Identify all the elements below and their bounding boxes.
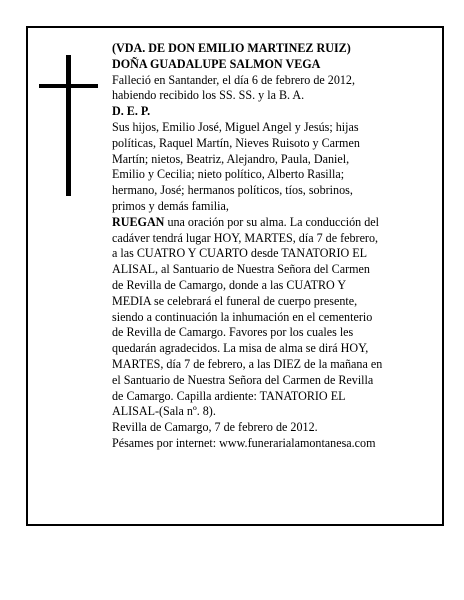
service-line: MEDIA se celebrará el funeral de cuerpo presente, bbox=[112, 293, 358, 308]
service-line: de Revilla de Camargo. Favores por los cuales les bbox=[112, 325, 354, 340]
family-line: primos y demás familia, bbox=[112, 198, 229, 213]
family-line: Martín; nietos, Beatriz, Alejandro, Paula, Daniel, bbox=[112, 151, 350, 166]
family-line: Emilio y Cecilia; nieto político, Alberto Rasilla; bbox=[112, 167, 345, 182]
death-info-line: Falleció en Santander, el día 6 de febrero de 2012, bbox=[112, 72, 355, 87]
obituary-text bbox=[112, 41, 437, 452]
service-line: el Santuario de Nuestra Señora del Carmen de Revilla bbox=[112, 372, 374, 387]
service-line: a las CUATRO Y CUARTO desde TANATORIO EL bbox=[112, 246, 368, 261]
cross-icon-bar bbox=[39, 84, 98, 88]
service-line: ALISAL-(Sala nº. 8). bbox=[112, 404, 216, 419]
service-line: ALISAL, al Santuario de Nuestra Señora del Carmen bbox=[112, 262, 370, 277]
family-line: políticas, Raquel Martín, Nieves Ruisoto y Carmen bbox=[112, 135, 360, 150]
sacraments-line: habiendo recibido los SS. SS. y la B. A. bbox=[112, 88, 305, 103]
dep-line: D. E. P. bbox=[112, 104, 151, 119]
service-line: de Revilla de Camargo, donde a las CUATRO Y bbox=[112, 277, 347, 292]
service-line: siendo a continuación la inhumación en el cementerio bbox=[112, 309, 373, 324]
ruegan-word: RUEGAN bbox=[112, 214, 165, 229]
condolences-line: Pésames por internet: www.funerarialamontanesa.com bbox=[112, 435, 376, 450]
deceased-name: DOÑA GUADALUPE SALMON VEGA bbox=[112, 56, 321, 71]
family-line: hermano, José; hermanos políticos, tíos, sobrinos, bbox=[112, 183, 353, 198]
widow-of-line: (VDA. DE DON EMILIO MARTINEZ RUIZ) bbox=[112, 41, 351, 55]
prayer-text: una oración por su alma. La conducción del bbox=[164, 214, 380, 229]
family-line: Sus hijos, Emilio José, Miguel Angel y Jesús; hijas bbox=[112, 119, 359, 134]
service-line: de Camargo. Capilla ardiente: TANATORIO EL bbox=[112, 388, 346, 403]
place-date-line: Revilla de Camargo, 7 de febrero de 2012. bbox=[112, 420, 318, 435]
service-line: MARTES, día 7 de febrero, a las DIEZ de la mañana en bbox=[112, 356, 383, 371]
service-line: cadáver tendrá lugar HOY, MARTES, día 7 de febrero, bbox=[112, 230, 379, 245]
service-line: quedarán agradecidos. La misa de alma se dirá HOY, bbox=[112, 341, 369, 356]
prayer-line bbox=[112, 215, 437, 231]
cross-icon bbox=[66, 55, 71, 196]
